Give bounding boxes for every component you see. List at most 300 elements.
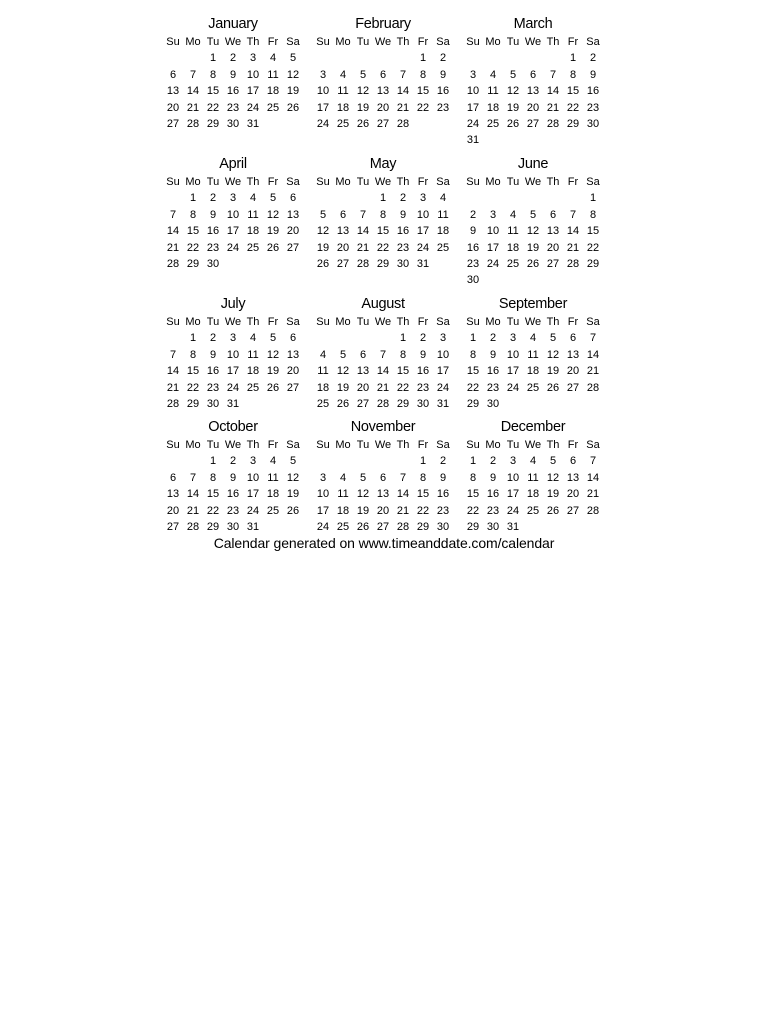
day-cell: 3 xyxy=(439,332,447,345)
day-cell: 23 xyxy=(206,381,220,394)
day-cell: 25 xyxy=(506,257,520,270)
day-cell: 30 xyxy=(206,397,220,410)
day-cell: 14 xyxy=(396,488,410,501)
day-cell: 3 xyxy=(509,455,517,468)
day-cell: 28 xyxy=(546,117,560,130)
day-cell: 2 xyxy=(229,52,237,65)
day-cell: 27 xyxy=(526,117,540,130)
empty-cell xyxy=(333,330,353,346)
day-cell: 9 xyxy=(229,471,237,484)
weekday-label: Mo xyxy=(485,176,501,188)
day-cell: 11 xyxy=(247,348,259,361)
day-cell: 21 xyxy=(186,504,200,517)
day-cell: 3 xyxy=(319,68,327,81)
day-cell: 20 xyxy=(546,241,560,254)
month-november xyxy=(313,417,453,540)
day-cell: 26 xyxy=(356,520,370,533)
day-cell: 10 xyxy=(466,85,480,98)
day-cell: 15 xyxy=(206,85,220,98)
day-cell: 4 xyxy=(249,192,257,205)
empty-cell xyxy=(463,50,483,66)
day-cell: 23 xyxy=(436,504,450,517)
day-cell: 4 xyxy=(339,68,347,81)
day-cell: 5 xyxy=(549,455,557,468)
day-cell: 14 xyxy=(186,85,200,98)
day-cell: 17 xyxy=(486,241,500,254)
day-cell: 26 xyxy=(266,381,280,394)
day-cell: 22 xyxy=(186,241,200,254)
day-cell: 30 xyxy=(206,257,220,270)
day-cell: 11 xyxy=(437,208,449,221)
day-cell: 14 xyxy=(566,225,580,238)
day-cell: 2 xyxy=(439,455,447,468)
day-cell: 21 xyxy=(186,101,200,114)
day-cell: 8 xyxy=(209,68,217,81)
day-cell: 3 xyxy=(419,192,427,205)
day-cell: 10 xyxy=(416,208,430,221)
weekday-label: Su xyxy=(466,316,480,328)
day-cell: 17 xyxy=(246,488,260,501)
day-cell: 7 xyxy=(169,208,177,221)
weekday-label: Su xyxy=(166,439,180,451)
day-cell: 26 xyxy=(266,241,280,254)
weekday-label: Fr xyxy=(267,36,279,48)
weekday-label: Tu xyxy=(206,176,220,188)
weekday-label: Tu xyxy=(506,36,520,48)
day-cell: 27 xyxy=(376,117,390,130)
day-cell: 17 xyxy=(316,101,330,114)
day-cell: 7 xyxy=(589,332,597,345)
weekday-label: Sa xyxy=(586,176,600,188)
day-cell: 14 xyxy=(546,85,560,98)
day-cell: 19 xyxy=(546,488,560,501)
month-grid xyxy=(463,437,603,535)
day-cell: 24 xyxy=(316,117,330,130)
day-cell: 13 xyxy=(286,208,300,221)
day-cell: 26 xyxy=(506,117,520,130)
month-december xyxy=(463,417,603,540)
year-calendar xyxy=(163,14,605,540)
day-cell: 15 xyxy=(206,488,220,501)
day-cell: 12 xyxy=(356,488,370,501)
day-cell: 1 xyxy=(399,332,407,345)
day-cell: 20 xyxy=(286,365,300,378)
day-cell: 9 xyxy=(489,471,497,484)
day-cell: 8 xyxy=(419,68,427,81)
day-cell: 29 xyxy=(186,257,200,270)
day-cell: 23 xyxy=(416,381,430,394)
day-cell: 1 xyxy=(209,52,217,65)
day-cell: 4 xyxy=(529,455,537,468)
weekday-label: Sa xyxy=(436,176,450,188)
weekday-label: Su xyxy=(166,176,180,188)
weekday-label: Tu xyxy=(356,316,370,328)
day-cell: 19 xyxy=(316,241,330,254)
day-cell: 2 xyxy=(209,332,217,345)
calendar-row xyxy=(163,154,605,294)
day-cell: 30 xyxy=(226,520,240,533)
empty-cell xyxy=(523,50,543,66)
day-cell: 20 xyxy=(566,365,580,378)
month-october xyxy=(163,417,303,540)
day-cell: 15 xyxy=(186,365,200,378)
day-cell: 27 xyxy=(356,397,370,410)
day-cell: 15 xyxy=(186,225,200,238)
day-cell: 30 xyxy=(226,117,240,130)
day-cell: 19 xyxy=(286,488,300,501)
day-cell: 7 xyxy=(399,68,407,81)
weekday-label: Tu xyxy=(356,439,370,451)
weekday-label: Fr xyxy=(567,439,579,451)
day-cell: 9 xyxy=(439,471,447,484)
empty-cell xyxy=(523,190,543,206)
day-cell: 3 xyxy=(249,52,257,65)
day-cell: 20 xyxy=(166,101,180,114)
day-cell: 25 xyxy=(266,101,280,114)
day-cell: 5 xyxy=(509,68,517,81)
day-cell: 14 xyxy=(396,85,410,98)
weekday-label: Sa xyxy=(436,316,450,328)
day-cell: 16 xyxy=(486,488,500,501)
day-cell: 19 xyxy=(526,241,540,254)
day-cell: 28 xyxy=(566,257,580,270)
day-cell: 24 xyxy=(436,381,450,394)
day-cell: 6 xyxy=(549,208,557,221)
day-cell: 28 xyxy=(186,520,200,533)
day-cell: 18 xyxy=(266,85,280,98)
day-cell: 4 xyxy=(269,455,277,468)
day-cell: 15 xyxy=(566,85,580,98)
day-cell: 27 xyxy=(286,241,300,254)
day-cell: 24 xyxy=(226,381,240,394)
day-cell: 11 xyxy=(487,85,499,98)
day-cell: 26 xyxy=(336,397,350,410)
day-cell: 9 xyxy=(209,348,217,361)
day-cell: 26 xyxy=(546,381,560,394)
day-cell: 1 xyxy=(469,455,477,468)
empty-cell xyxy=(183,453,203,469)
weekday-label: Mo xyxy=(485,439,501,451)
day-cell: 28 xyxy=(186,117,200,130)
day-cell: 28 xyxy=(166,257,180,270)
empty-cell xyxy=(163,330,183,346)
day-cell: 8 xyxy=(469,471,477,484)
weekday-label: Th xyxy=(396,176,410,188)
day-cell: 9 xyxy=(209,208,217,221)
day-cell: 31 xyxy=(246,117,260,130)
weekday-label: Mo xyxy=(185,439,201,451)
month-february xyxy=(313,14,453,154)
empty-cell xyxy=(543,190,563,206)
day-cell: 2 xyxy=(469,208,477,221)
day-cell: 6 xyxy=(169,471,177,484)
day-cell: 19 xyxy=(506,101,520,114)
day-cell: 10 xyxy=(246,471,260,484)
day-cell: 26 xyxy=(286,504,300,517)
day-cell: 18 xyxy=(336,101,350,114)
day-cell: 18 xyxy=(246,365,260,378)
day-cell: 3 xyxy=(509,332,517,345)
day-cell: 13 xyxy=(376,488,390,501)
day-cell: 30 xyxy=(396,257,410,270)
day-cell: 24 xyxy=(416,241,430,254)
weekday-label: We xyxy=(524,316,542,328)
empty-cell xyxy=(163,190,183,206)
weekday-label: Fr xyxy=(417,316,429,328)
day-cell: 2 xyxy=(489,332,497,345)
day-cell: 6 xyxy=(359,348,367,361)
day-cell: 23 xyxy=(486,381,500,394)
empty-cell xyxy=(333,50,353,66)
weekday-label: We xyxy=(524,36,542,48)
day-cell: 24 xyxy=(486,257,500,270)
day-cell: 29 xyxy=(466,397,480,410)
day-cell: 9 xyxy=(419,348,427,361)
day-cell: 11 xyxy=(337,488,349,501)
day-cell: 21 xyxy=(376,381,390,394)
weekday-label: Th xyxy=(546,176,560,188)
day-cell: 31 xyxy=(246,520,260,533)
day-cell: 18 xyxy=(486,101,500,114)
day-cell: 6 xyxy=(379,471,387,484)
day-cell: 12 xyxy=(336,365,350,378)
day-cell: 16 xyxy=(586,85,600,98)
day-cell: 10 xyxy=(226,208,240,221)
day-cell: 29 xyxy=(566,117,580,130)
day-cell: 27 xyxy=(336,257,350,270)
day-cell: 15 xyxy=(376,225,390,238)
day-cell: 12 xyxy=(546,471,560,484)
day-cell: 11 xyxy=(337,85,349,98)
day-cell: 1 xyxy=(189,192,197,205)
day-cell: 13 xyxy=(376,85,390,98)
weekday-label: Mo xyxy=(485,316,501,328)
day-cell: 12 xyxy=(316,225,330,238)
weekday-label: We xyxy=(524,176,542,188)
day-cell: 21 xyxy=(166,241,180,254)
weekday-label: Su xyxy=(316,36,330,48)
day-cell: 5 xyxy=(359,68,367,81)
day-cell: 28 xyxy=(586,381,600,394)
empty-cell xyxy=(333,190,353,206)
weekday-label: We xyxy=(374,36,392,48)
day-cell: 2 xyxy=(589,52,597,65)
empty-cell xyxy=(373,330,393,346)
empty-cell xyxy=(393,453,413,469)
empty-cell xyxy=(483,50,503,66)
day-cell: 29 xyxy=(396,397,410,410)
weekday-label: Th xyxy=(396,36,410,48)
day-cell: 27 xyxy=(566,381,580,394)
month-april xyxy=(163,154,303,294)
day-cell: 25 xyxy=(436,241,450,254)
month-grid xyxy=(463,174,603,289)
empty-cell xyxy=(373,453,393,469)
day-cell: 22 xyxy=(416,504,430,517)
empty-cell xyxy=(563,190,583,206)
day-cell: 19 xyxy=(546,365,560,378)
day-cell: 16 xyxy=(206,225,220,238)
day-cell: 14 xyxy=(186,488,200,501)
day-cell: 27 xyxy=(376,520,390,533)
weekday-label: Tu xyxy=(206,439,220,451)
day-cell: 25 xyxy=(486,117,500,130)
day-cell: 29 xyxy=(186,397,200,410)
day-cell: 26 xyxy=(526,257,540,270)
day-cell: 28 xyxy=(356,257,370,270)
day-cell: 16 xyxy=(486,365,500,378)
weekday-label: Th xyxy=(396,439,410,451)
day-cell: 23 xyxy=(466,257,480,270)
weekday-label: Su xyxy=(466,439,480,451)
day-cell: 7 xyxy=(589,455,597,468)
day-cell: 12 xyxy=(286,471,300,484)
day-cell: 6 xyxy=(379,68,387,81)
day-cell: 16 xyxy=(436,85,450,98)
day-cell: 10 xyxy=(316,85,330,98)
day-cell: 13 xyxy=(546,225,560,238)
day-cell: 25 xyxy=(526,381,540,394)
empty-cell xyxy=(373,50,393,66)
weekday-label: Su xyxy=(466,36,480,48)
day-cell: 1 xyxy=(569,52,577,65)
weekday-label: We xyxy=(374,439,392,451)
empty-cell xyxy=(353,330,373,346)
day-cell: 30 xyxy=(466,274,480,287)
day-cell: 18 xyxy=(436,225,450,238)
day-cell: 1 xyxy=(189,332,197,345)
weekday-label: Su xyxy=(316,176,330,188)
day-cell: 24 xyxy=(466,117,480,130)
day-cell: 6 xyxy=(289,332,297,345)
day-cell: 3 xyxy=(249,455,257,468)
day-cell: 31 xyxy=(506,520,520,533)
weekday-label: Fr xyxy=(417,36,429,48)
day-cell: 14 xyxy=(166,225,180,238)
day-cell: 9 xyxy=(469,225,477,238)
empty-cell xyxy=(183,50,203,66)
day-cell: 13 xyxy=(286,348,300,361)
month-july xyxy=(163,294,303,417)
day-cell: 22 xyxy=(206,101,220,114)
day-cell: 28 xyxy=(586,504,600,517)
day-cell: 24 xyxy=(246,504,260,517)
day-cell: 16 xyxy=(206,365,220,378)
day-cell: 26 xyxy=(356,117,370,130)
month-january xyxy=(163,14,303,154)
month-title: March xyxy=(513,16,553,32)
day-cell: 25 xyxy=(336,520,350,533)
day-cell: 7 xyxy=(569,208,577,221)
month-title: April xyxy=(219,156,247,172)
day-cell: 23 xyxy=(206,241,220,254)
weekday-label: Mo xyxy=(185,36,201,48)
day-cell: 12 xyxy=(266,208,280,221)
day-cell: 2 xyxy=(209,192,217,205)
day-cell: 11 xyxy=(267,68,279,81)
empty-cell xyxy=(503,190,523,206)
calendar-row xyxy=(163,294,605,417)
day-cell: 15 xyxy=(396,365,410,378)
day-cell: 24 xyxy=(506,504,520,517)
empty-cell xyxy=(313,453,333,469)
day-cell: 31 xyxy=(226,397,240,410)
day-cell: 7 xyxy=(189,471,197,484)
day-cell: 14 xyxy=(586,471,600,484)
day-cell: 8 xyxy=(209,471,217,484)
day-cell: 27 xyxy=(286,381,300,394)
day-cell: 22 xyxy=(566,101,580,114)
day-cell: 16 xyxy=(436,488,450,501)
day-cell: 29 xyxy=(206,117,220,130)
day-cell: 25 xyxy=(246,241,260,254)
day-cell: 21 xyxy=(396,504,410,517)
day-cell: 30 xyxy=(486,520,500,533)
day-cell: 4 xyxy=(249,332,257,345)
weekday-label: Mo xyxy=(185,176,201,188)
month-title: May xyxy=(369,156,397,172)
weekday-label: Sa xyxy=(286,439,300,451)
day-cell: 23 xyxy=(396,241,410,254)
empty-cell xyxy=(353,50,373,66)
month-grid xyxy=(163,437,303,535)
weekday-label: Sa xyxy=(286,36,300,48)
day-cell: 11 xyxy=(247,208,259,221)
day-cell: 12 xyxy=(266,348,280,361)
weekday-label: Sa xyxy=(586,316,600,328)
month-grid xyxy=(463,34,603,149)
month-title: November xyxy=(350,419,416,435)
day-cell: 11 xyxy=(527,471,539,484)
weekday-label: Th xyxy=(546,316,560,328)
day-cell: 17 xyxy=(226,365,240,378)
month-title: February xyxy=(355,16,411,32)
day-cell: 20 xyxy=(166,504,180,517)
day-cell: 5 xyxy=(289,455,297,468)
day-cell: 8 xyxy=(569,68,577,81)
day-cell: 15 xyxy=(416,488,430,501)
month-march xyxy=(463,14,603,154)
day-cell: 17 xyxy=(226,225,240,238)
weekday-label: Th xyxy=(246,36,260,48)
day-cell: 3 xyxy=(229,192,237,205)
day-cell: 25 xyxy=(526,504,540,517)
day-cell: 15 xyxy=(466,365,480,378)
day-cell: 13 xyxy=(566,348,580,361)
day-cell: 5 xyxy=(319,208,327,221)
day-cell: 6 xyxy=(569,332,577,345)
weekday-label: Mo xyxy=(185,316,201,328)
day-cell: 31 xyxy=(436,397,450,410)
day-cell: 31 xyxy=(466,134,480,147)
weekday-label: Th xyxy=(396,316,410,328)
day-cell: 25 xyxy=(266,504,280,517)
weekday-label: Sa xyxy=(586,36,600,48)
day-cell: 5 xyxy=(269,192,277,205)
day-cell: 26 xyxy=(546,504,560,517)
day-cell: 8 xyxy=(379,208,387,221)
day-cell: 11 xyxy=(507,225,519,238)
day-cell: 20 xyxy=(566,488,580,501)
day-cell: 7 xyxy=(359,208,367,221)
day-cell: 7 xyxy=(399,471,407,484)
day-cell: 28 xyxy=(396,520,410,533)
day-cell: 16 xyxy=(416,365,430,378)
weekday-label: Su xyxy=(316,316,330,328)
weekday-label: Tu xyxy=(356,176,370,188)
weekday-label: Fr xyxy=(567,316,579,328)
day-cell: 5 xyxy=(359,471,367,484)
